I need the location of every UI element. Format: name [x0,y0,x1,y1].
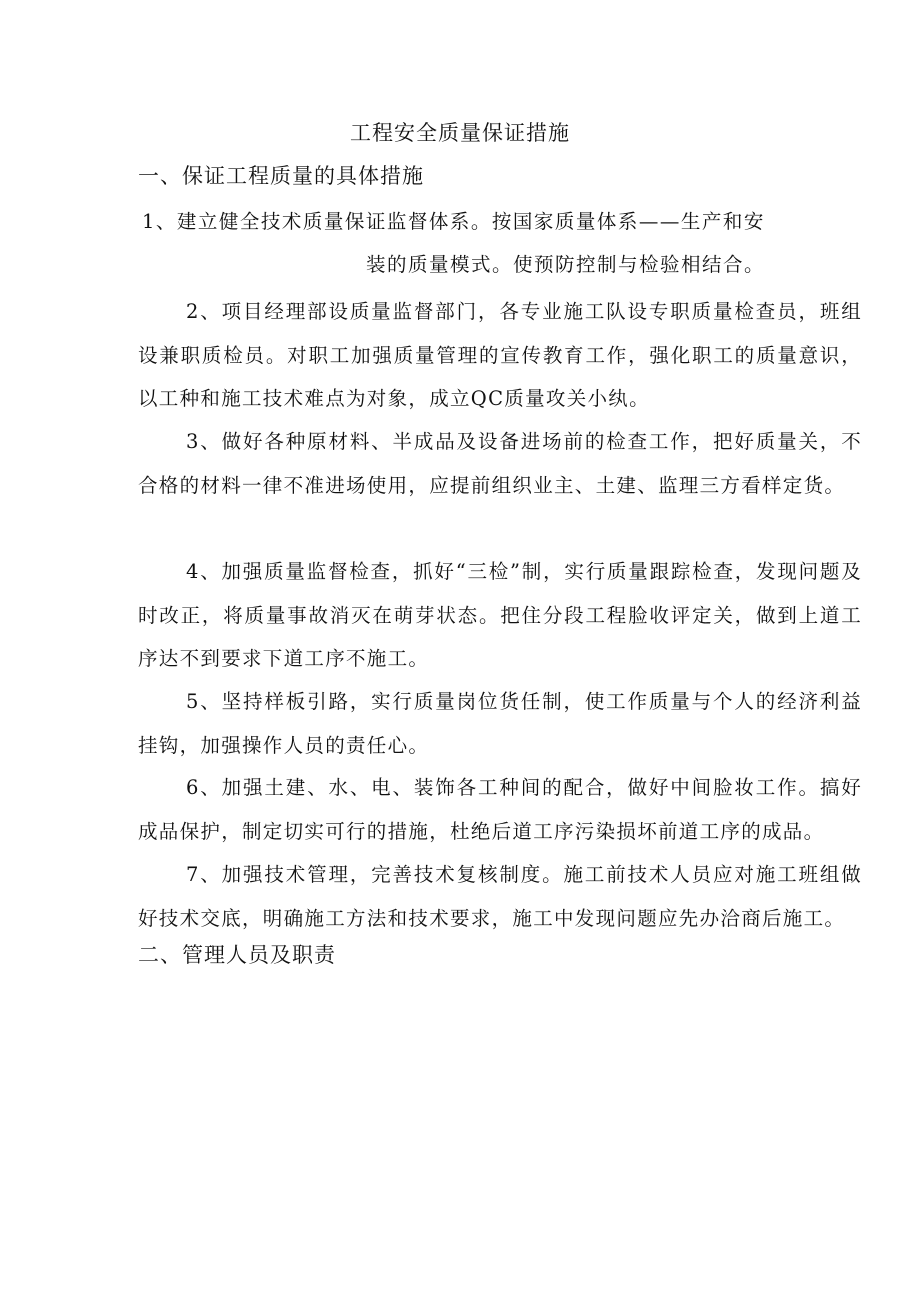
measure-item-5: 5、坚持样板引路，实行质量岗位货任制，使工作质量与个人的经济利益挂钩，加强操作人员的责任心。 [138,690,862,757]
document-title: 工程安全质量保证措施 [350,121,570,145]
section-heading-quality-measures: 一、保证工程质量的具体措施 [138,164,424,188]
measure-item-3: 3、做好各种原材料、半成品及设备进场前的检查工作，把好质量关，不合格的材料一律不准进场使用，应提前组织业主、土建、监理三方看样定货。 [138,430,862,497]
measure-item-2: 2、项目经理部设质量监督部门，各专业施工队设专职质量检查员，班组设兼职质检员。对职工加强质量管理的宣传教育工作，强化职工的质量意识，以工种和施工技术难点为对象，成立QC质量攻关小纨。 [138,300,862,410]
measure-item-1-line-2: 装的质量模式。使预防控制与检验相结合。 [366,253,766,276]
measure-item-7: 7、加强技术管理，完善技术复核制度。施工前技术人员应对施工班组做好技术交底，明确施工方法和技术要求，施工中发现问题应先办洽商后施工。 [138,863,862,930]
section-heading-management-staff: 二、管理人员及职责 [138,943,336,967]
measure-item-4: 4、加强质量监督检查，抓好“三检”制，实行质量跟踪检查，发现问题及时改正，将质量事故消灭在萌芽状态。把住分段工程脸收评定关，做到上道工序达不到要求下道工序不施工。 [138,560,862,670]
measure-item-1-line-1: 1、建立健全技术质量保证监督体系。按国家质量体系——生产和安 [142,210,765,233]
measure-item-6: 6、加强土建、水、电、装饰各工种间的配合，做好中间脸妆工作。搞好成品保护，制定切实可行的措施，杜绝后道工序污染损坏前道工序的成品。 [138,776,862,843]
